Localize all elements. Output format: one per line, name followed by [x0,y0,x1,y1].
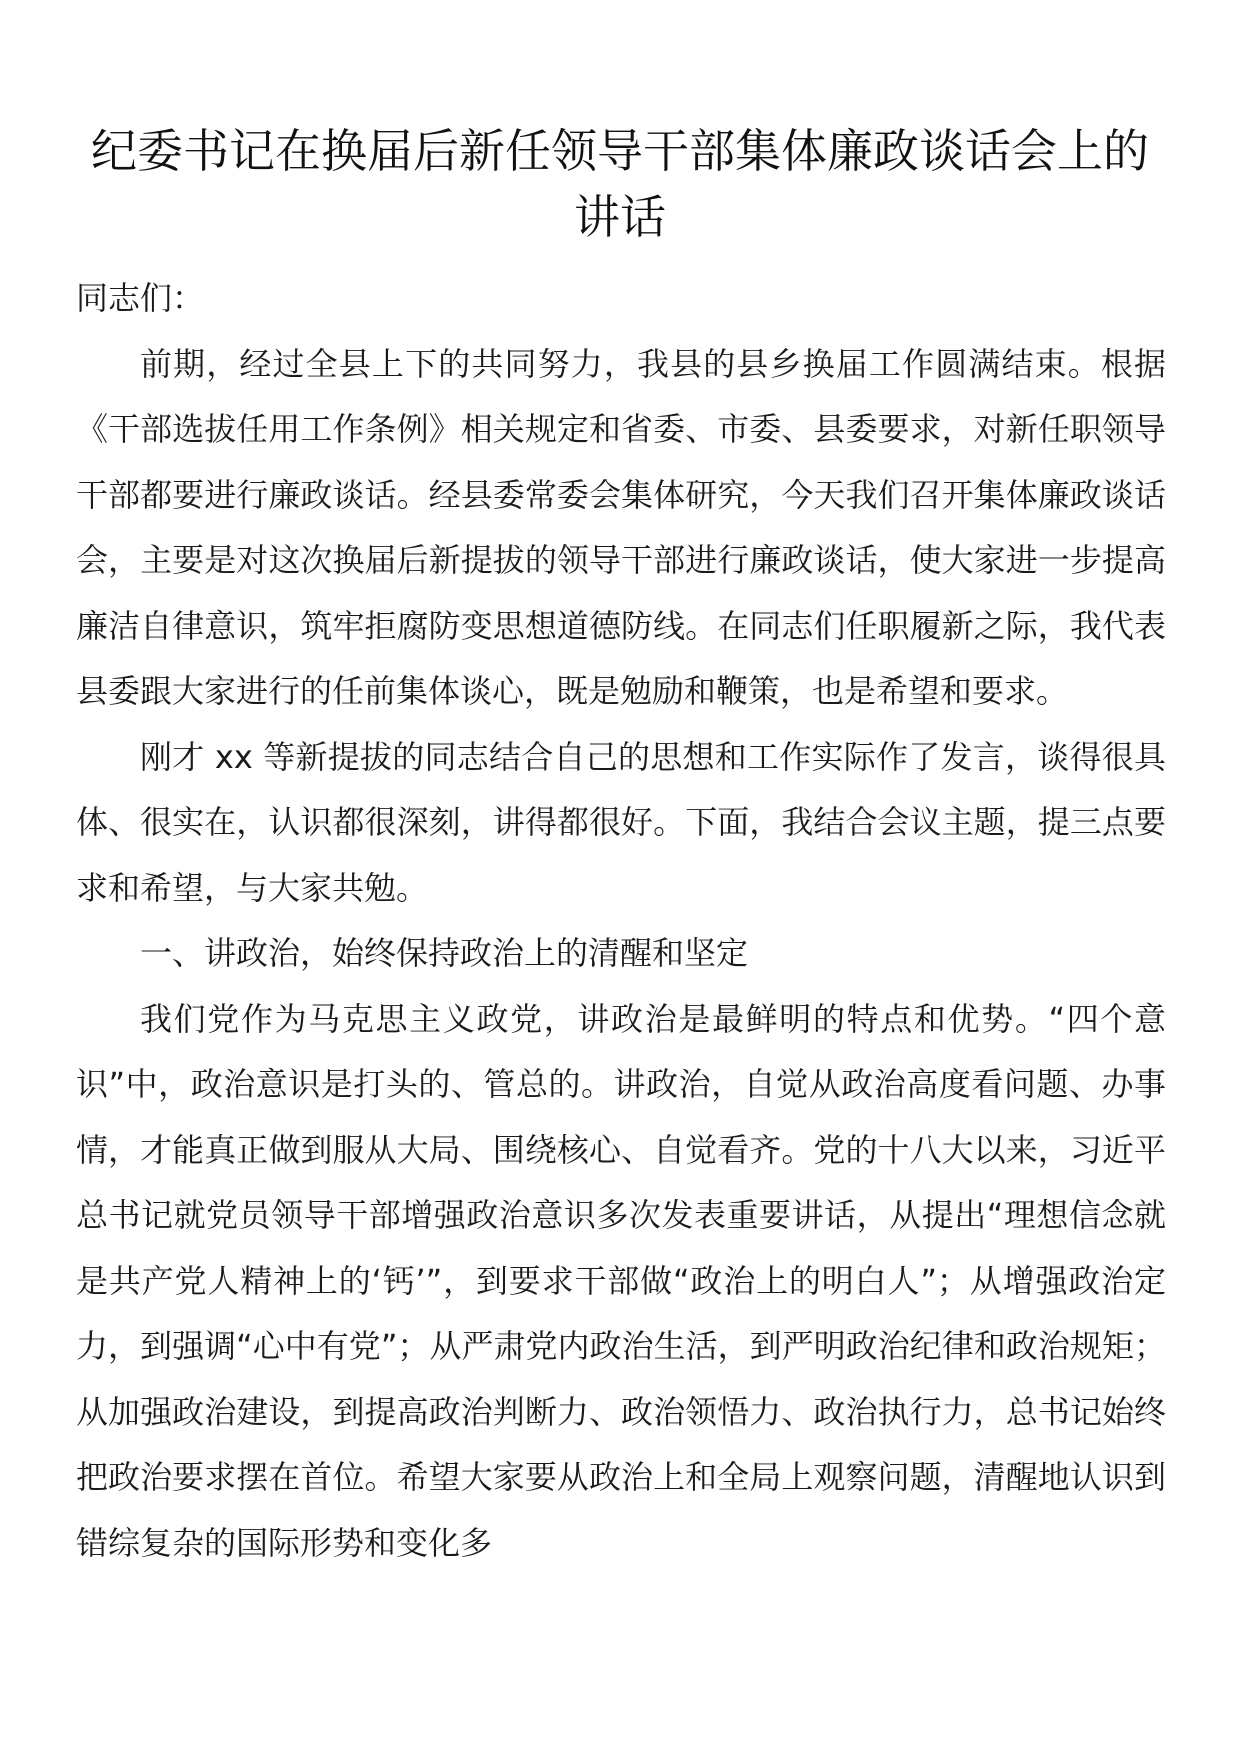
salutation: 同志们： [76,279,205,317]
paragraph-remarks: 刚才 xx 等新提拔的同志结合自己的思想和工作实际作了发言，谈得很具体、很实在，认识都很深刻，讲得都很好。下面，我结合会议主题，提三点要求和希望，与大家共勉。 [76,737,1166,907]
section-heading: 一、讲政治，始终保持政治上的清醒和坚定 [140,934,749,972]
section-paragraph: 我们党作为马克思主义政党，讲政治是最鲜明的特点和优势。“四个意识”中，政治意识是打头的、管总的。讲政治，自觉从政治高度看问题、办事情，才能真正做到服从大局、围绕核心、自觉看齐。党的十八大以来，习近平总书记就党员领导干部增强政治意识多次发表重要讲话，从提出“理想信念就是共产党人精神上的‘钙’”，到要求干部做“政治上的明白人”；从增强政治定力，到强调“心中有党”；从严肃党内政治生活，到严明政治纪律和政治规矩；从加强政治建设，到提高政治判断力、政治领悟力、政治执行力，总书记始终把政治要求摆在首位。希望大家要从政治上和全局上观察问题，清醒地认识到错综复杂的国际形势和变化多 [76,999,1166,1562]
paragraph-intro: 前期，经过全县上下的共同努力，我县的县乡换届工作圆满结束。根据《干部选拔任用工作条例》相关规定和省委、市委、县委要求，对新任职领导干部都要进行廉政谈话。经县委常委会集体研究，今天我们召开集体廉政谈话会，主要是对这次换届后新提拔的领导干部进行廉政谈话，使大家进一步提高廉洁自律意识，筑牢拒腐防变思想道德防线。在同志们任职履新之际，我代表县委跟大家进行的任前集体谈心，既是勉励和鞭策，也是希望和要求。 [76,344,1166,710]
document-body [76,266,1166,1576]
document-title: 纪委书记在换届后新任领导干部集体廉政谈话会上的讲话 [91,124,1149,244]
